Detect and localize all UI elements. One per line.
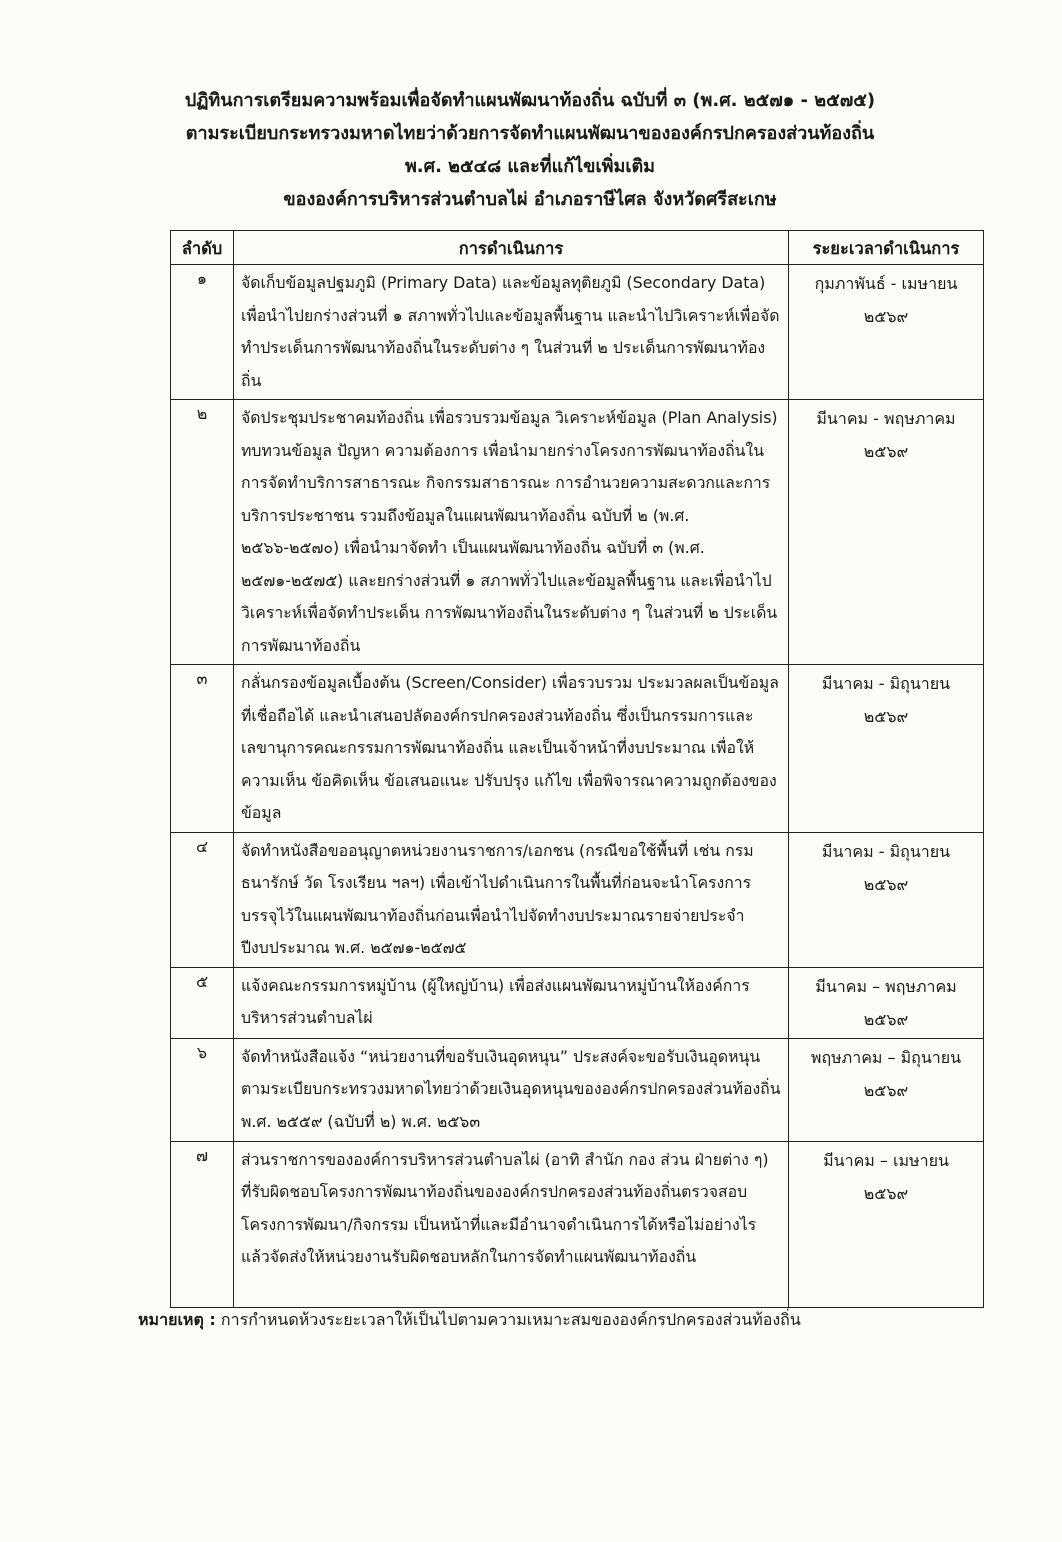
table-row — [171, 967, 984, 1038]
row-period — [789, 832, 984, 967]
period-months: มีนาคม – เมษายน — [823, 1150, 949, 1170]
header-activity: การดำเนินการ — [234, 231, 789, 265]
period-year: ๒๕๖๙ — [863, 442, 909, 461]
row-number: ๑ — [171, 265, 234, 400]
period-months: มีนาคม - มิถุนายน — [821, 841, 951, 861]
row-activity: ส่วนราชการขององค์การบริหารส่วนตำบลไผ่ (อาทิ สำนัก กอง ส่วน ฝ่ายต่าง ๆ) ที่รับผิดชอบโครงการพัฒนาท้องถิ่นขององค์กรปกครองส่วนท้องถิ่นตรวจสอบโครงการพัฒนา/กิจกรรม เป็นหน้าที่และมีอำนาจดำเนินการได้หรือไม่อย่างไรแล้วจัดส่งให้หน่วยงานรับผิดชอบหลักในการจัดทำแผนพัฒนาท้องถิ่น — [234, 1141, 789, 1307]
period-year: ๒๕๖๙ — [863, 307, 909, 326]
row-period — [789, 265, 984, 400]
period-months: มีนาคม – พฤษภาคม — [815, 976, 957, 996]
row-period — [789, 1038, 984, 1141]
row-number: ๓ — [171, 665, 234, 833]
period-months: พฤษภาคม – มิถุนายน — [810, 1047, 962, 1067]
footnote-text: การกำหนดห้วงระยะเวลาให้เป็นไปตามความเหมาะสมขององค์กรปกครองส่วนท้องถิ่น — [220, 1310, 801, 1329]
table-row — [171, 665, 984, 833]
row-number: ๗ — [171, 1141, 234, 1307]
row-activity: จัดเก็บข้อมูลปฐมภูมิ (Primary Data) และข้อมูลทุติยภูมิ (Secondary Data) เพื่อนำไปยกร่างส่วนที่ ๑ สภาพทั่วไปและข้อมูลพื้นฐาน และนำไปวิเคราะห์เพื่อจัดทำประเด็นการพัฒนาท้องถิ่นในระดับต่าง ๆ ในส่วนที่ ๒ ประเด็นการพัฒนาท้องถิ่น — [234, 265, 789, 400]
heading-line-1: ปฏิทินการเตรียมความพร้อมเพื่อจัดทำแผนพัฒนาท้องถิ่น ฉบับที่ ๓ (พ.ศ. ๒๕๗๑ - ๒๕๗๕) — [184, 90, 876, 111]
row-number: ๖ — [171, 1038, 234, 1141]
row-activity: จัดทำหนังสือแจ้ง “หน่วยงานที่ขอรับเงินอุดหนุน” ประสงค์จะขอรับเงินอุดหนุนตามระเบียบกระทรวงมหาดไทยว่าด้วยเงินอุดหนุนขององค์กรปกครองส่วนท้องถิ่น พ.ศ. ๒๕๕๙ (ฉบับที่ ๒) พ.ศ. ๒๕๖๓ — [234, 1038, 789, 1141]
heading-line-4: ขององค์การบริหารส่วนตำบลไผ่ อำเภอราษีไศล จังหวัดศรีสะเกษ — [283, 189, 777, 210]
footnote-label: หมายเหตุ : — [138, 1310, 216, 1329]
row-period — [789, 665, 984, 833]
row-activity: กลั่นกรองข้อมูลเบื้องต้น (Screen/Consider) เพื่อรวบรวม ประมวลผลเป็นข้อมูลที่เชื่อถือได้ และนำเสนอปลัดองค์กรปกครองส่วนท้องถิ่น ซึ่งเป็นกรรมการและเลขานุการคณะกรรมการพัฒนาท้องถิ่น และเป็นเจ้าหน้าที่งบประมาณ เพื่อให้ความเห็น ข้อคิดเห็น ข้อเสนอแนะ ปรับปรุง แก้ไข เพื่อพิจารณาความถูกต้องของข้อมูล — [234, 665, 789, 833]
table-header-row — [171, 231, 984, 265]
table-row — [171, 1141, 984, 1307]
table-row — [171, 400, 984, 665]
row-period — [789, 967, 984, 1038]
row-number: ๔ — [171, 832, 234, 967]
row-period — [789, 1141, 984, 1307]
row-activity: จัดทำหนังสือขออนุญาตหน่วยงานราชการ/เอกชน (กรณีขอใช้พื้นที่ เช่น กรมธนารักษ์ วัด โรงเรียน ฯลฯ) เพื่อเข้าไปดำเนินการในพื้นที่ก่อนจะนำโครงการบรรจุไว้ในแผนพัฒนาท้องถิ่นก่อนเพื่อนำไปจัดทำงบประมาณรายจ่ายประจำปีงบประมาณ พ.ศ. ๒๕๗๑-๒๕๗๕ — [234, 832, 789, 967]
period-year: ๒๕๖๙ — [863, 1080, 909, 1100]
table-row — [171, 265, 984, 400]
row-period — [789, 400, 984, 665]
period-year: ๒๕๖๙ — [863, 707, 909, 726]
header-order: ลำดับ — [171, 231, 234, 265]
period-year: ๒๕๖๙ — [863, 1009, 909, 1029]
footnote — [138, 1308, 998, 1333]
row-number: ๒ — [171, 400, 234, 665]
row-activity: จัดประชุมประชาคมท้องถิ่น เพื่อรวบรวมข้อมูล วิเคราะห์ข้อมูล (Plan Analysis) ทบทวนข้อมูล ปัญหา ความต้องการ เพื่อนำมายกร่างโครงการพัฒนาท้องถิ่นในการจัดทำบริการสาธารณะ กิจกรรมสาธารณะ การอำนวยความสะดวกและการบริการประชาชน รวมถึงข้อมูลในแผนพัฒนาท้องถิ่น ฉบับที่ ๒ (พ.ศ. ๒๕๖๖-๒๕๗๐) เพื่อนำมาจัดทำ เป็นแผนพัฒนาท้องถิ่น ฉบับที่ ๓ (พ.ศ. ๒๕๗๑-๒๕๗๕) และยกร่างส่วนที่ ๑ สภาพทั่วไปและข้อมูลพื้นฐาน และเพื่อนำไปวิเคราะห์เพื่อจัดทำประเด็น การพัฒนาท้องถิ่นในระดับต่าง ๆ ในส่วนที่ ๒ ประเด็นการพัฒนาท้องถิ่น — [234, 400, 789, 665]
heading-line-3: พ.ศ. ๒๕๔๘ และที่แก้ไขเพิ่มเติม — [404, 156, 656, 177]
row-activity: แจ้งคณะกรรมการหมู่บ้าน (ผู้ใหญ่บ้าน) เพื่อส่งแผนพัฒนาหมู่บ้านให้องค์การบริหารส่วนตำบลไผ่ — [234, 967, 789, 1038]
document-heading — [120, 84, 940, 216]
period-months: กุมภาพันธ์ - เมษายน — [814, 274, 958, 293]
table-row — [171, 1038, 984, 1141]
period-months: มีนาคม - พฤษภาคม — [816, 409, 956, 428]
table-row — [171, 832, 984, 967]
schedule-table — [170, 230, 984, 1308]
header-period: ระยะเวลาดำเนินการ — [789, 231, 984, 265]
heading-line-2: ตามระเบียบกระทรวงมหาดไทยว่าด้วยการจัดทำแผนพัฒนาขององค์กรปกครองส่วนท้องถิ่น — [185, 123, 875, 144]
period-year: ๒๕๖๙ — [863, 874, 909, 894]
period-year: ๒๕๖๙ — [863, 1183, 909, 1203]
row-number: ๕ — [171, 967, 234, 1038]
period-months: มีนาคม - มิถุนายน — [821, 674, 951, 693]
